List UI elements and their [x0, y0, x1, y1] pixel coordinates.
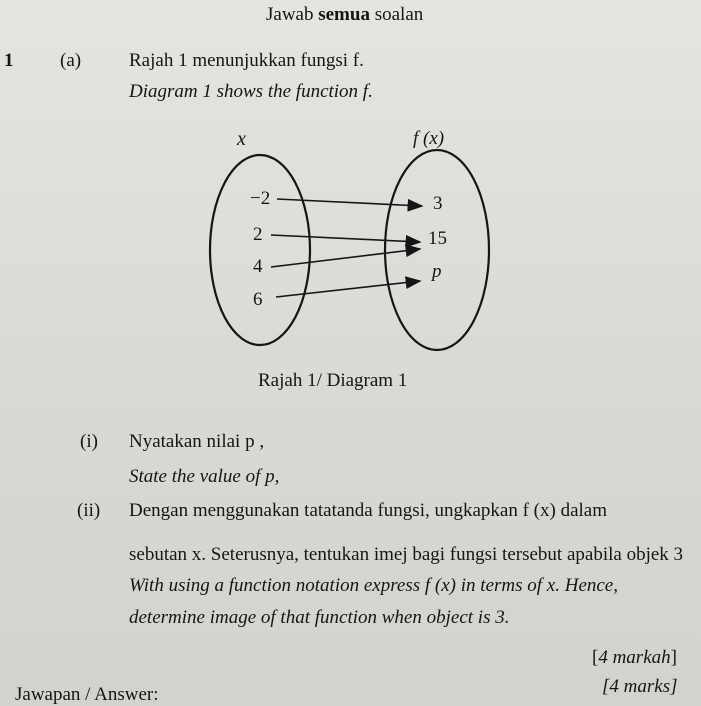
domain-label: x	[237, 128, 246, 150]
arrow-4-to-15	[271, 249, 420, 267]
sub-i-malay: Nyatakan nilai p ,	[129, 431, 265, 452]
question-number: 1	[4, 50, 14, 71]
diagram-caption	[258, 370, 407, 392]
marks-malay: [4 markah]	[592, 647, 677, 668]
arrow-neg2-to-3	[277, 199, 422, 206]
codomain-value: 3	[433, 193, 443, 214]
intro-english: Diagram 1 shows the function f.	[129, 81, 373, 102]
marks-malay-text: 4 markah	[598, 647, 671, 668]
sub-i-label: (i)	[80, 431, 98, 452]
sub-ii-label: (ii)	[77, 500, 101, 521]
domain-ellipse	[210, 155, 310, 345]
sub-ii-english-line2: determine image of that function when object is 3.	[129, 607, 510, 628]
arrow-2-to-15	[271, 235, 420, 242]
arrow-6-to-p	[276, 281, 420, 297]
answer-label: Jawapan / Answer:	[15, 684, 159, 705]
intro-malay: Rajah 1 menunjukkan fungsi f.	[129, 50, 364, 71]
codomain-value: 15	[428, 228, 447, 249]
domain-value: 2	[253, 224, 263, 245]
codomain-ellipse	[385, 150, 489, 350]
marks-english: [4 marks]	[602, 676, 678, 697]
codomain-label: f (x)	[413, 128, 445, 149]
sub-ii-english-line1: With using a function notation express f (x) in terms of x. Hence,	[129, 575, 618, 596]
question-part: (a)	[60, 50, 82, 71]
domain-value: 6	[253, 289, 263, 310]
instruction-prefix: Jawab	[266, 4, 319, 25]
sub-i-english: State the value of p,	[129, 466, 280, 487]
caption-text: Rajah 1/ Diagram 1	[258, 370, 408, 391]
domain-value: −2	[250, 188, 271, 209]
sub-ii-malay-line1: Dengan menggunakan tatatanda fungsi, ungkapkan f (x) dalam	[129, 500, 608, 521]
instruction-bold: semua	[318, 4, 370, 25]
domain-value: 4	[253, 256, 263, 277]
sub-ii-malay-line2: sebutan x. Seterusnya, tentukan imej bagi fungsi tersebut apabila objek 3	[129, 544, 684, 565]
instruction-suffix: soalan	[369, 4, 424, 25]
codomain-value: p	[432, 261, 442, 282]
